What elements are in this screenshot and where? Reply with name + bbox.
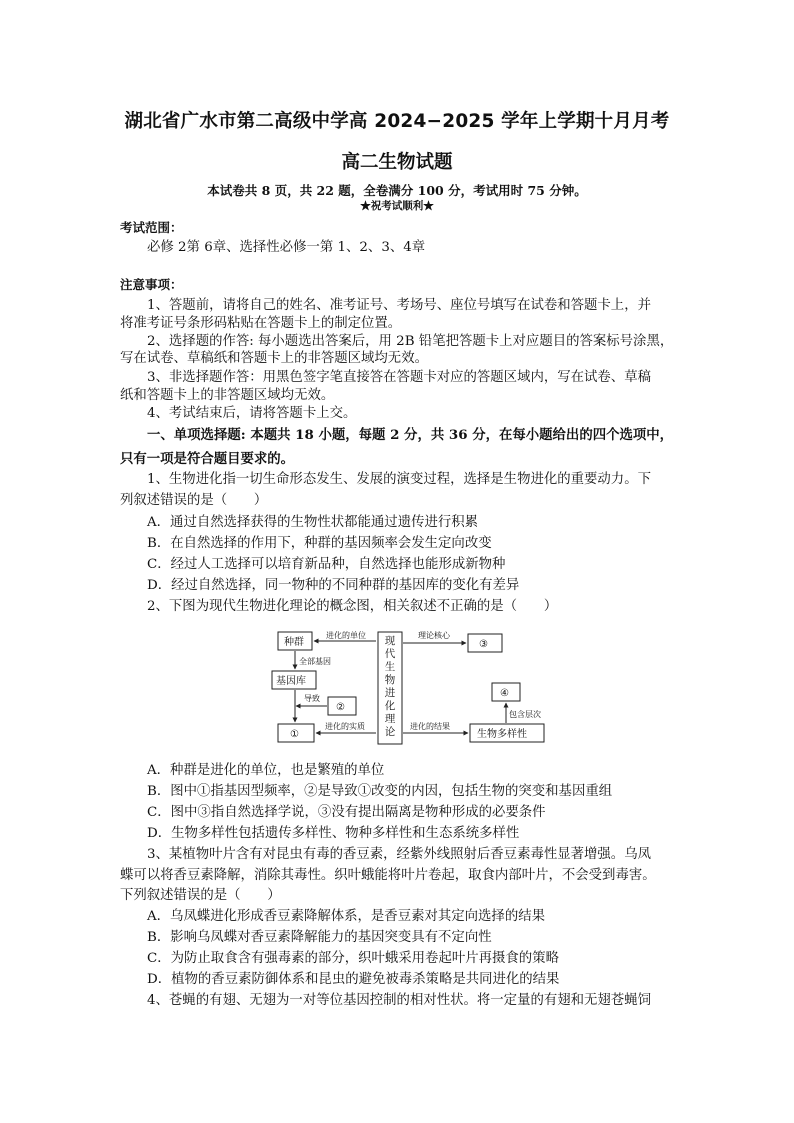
question-3-stem: 3、某植物叶片含有对昆虫有毒的香豆素，经紫外线照射后香豆素毒性显著增强。乌凤 xyxy=(147,847,651,862)
exam-subtitle: 高二生物试题 xyxy=(341,152,453,173)
box-1-label: ① xyxy=(290,729,299,740)
center-char: 代 xyxy=(384,648,396,660)
center-char: 物 xyxy=(384,674,396,686)
evolution-concept-diagram xyxy=(270,628,560,748)
question-3-option-b: B．影响乌凤蝶对香豆素降解能力的基因突变具有不定向性 xyxy=(147,930,492,945)
box-3-label: ③ xyxy=(479,639,488,650)
scope-label: 考试范围： xyxy=(120,220,183,235)
note-line: 1、答题前，请将自己的姓名、准考证号、考场号、座位号填写在试卷和答题卡上，并 xyxy=(147,298,651,313)
edge-label-result: 进化的结果 xyxy=(410,722,450,731)
question-1-stem-cont: 列叙述错误的是（ ） xyxy=(120,493,268,508)
center-char: 进 xyxy=(384,687,396,699)
question-2-option-b: B．图中①指基因型频率，②是导致①改变的内因，包括生物的突变和基因重组 xyxy=(147,784,613,799)
question-1-stem: 1、生物进化指一切生命形态发生、发展的演变过程，选择是生物进化的重要动力。下 xyxy=(147,472,651,487)
question-3-option-a: A．乌凤蝶进化形成香豆素降解体系，是香豆素对其定向选择的结果 xyxy=(147,909,545,924)
question-1-option-d: D．经过自然选择，同一物种的不同种群的基因库的变化有差异 xyxy=(147,578,520,593)
gene-pool-label: 基因库 xyxy=(276,676,306,687)
note-line: 4、考试结束后，请将答题卡上交。 xyxy=(147,406,357,421)
center-char: 理 xyxy=(384,713,396,725)
note-line: 2、选择题的作答: 每小题选出答案后，用 2B 铅笔把答题卡上对应题目的答案标号涂黑， xyxy=(147,334,674,349)
center-char: 论 xyxy=(384,726,396,738)
center-char: 生 xyxy=(384,661,396,673)
edge-label-essence: 进化的实质 xyxy=(325,722,365,731)
question-2-option-a: A．种群是进化的单位，也是繁殖的单位 xyxy=(147,763,385,778)
question-1-option-c: C．经过人工选择可以培育新品种，自然选择也能形成新物种 xyxy=(147,557,506,572)
exam-meta: 本试卷共 8 页，共 22 题，全卷满分 100 分，考试用时 75 分钟。 xyxy=(207,183,587,198)
note-line: 3、非选择题作答：用黑色签字笔直接答在答题卡对应的答题区域内，写在试卷、草稿 xyxy=(147,370,651,385)
box-2-label: ② xyxy=(336,702,345,713)
note-line: 纸和答题卡上的非答题区域均无效。 xyxy=(120,388,335,403)
question-2-option-d: D．生物多样性包括遗传多样性、物种多样性和生态系统多样性 xyxy=(147,826,520,841)
question-3-stem-cont: 蝶可以将香豆素降解，消除其毒性。织叶蛾能将叶片卷起，取食内部叶片，不会受到毒害。 xyxy=(120,868,656,883)
question-3-option-c: C．为防止取食含有强毒素的部分，织叶蛾采用卷起叶片再摄食的策略 xyxy=(147,951,559,966)
question-3-option-d: D．植物的香豆素防御体系和昆虫的避免被毒杀策略是共同进化的结果 xyxy=(147,972,560,987)
question-2-option-c: C．图中③指自然选择学说，③没有提出隔离是物种形成的必要条件 xyxy=(147,805,546,820)
question-3-stem-cont: 下列叙述错误的是（ ） xyxy=(120,888,281,903)
biodiversity-label: 生物多样性 xyxy=(477,729,527,740)
question-1-option-b: B．在自然选择的作用下，种群的基因频率会发生定向改变 xyxy=(147,536,492,551)
section-heading-cont: 只有一项是符合题目要求的。 xyxy=(120,451,295,467)
box-4-label: ④ xyxy=(500,688,509,699)
species-label: 种群 xyxy=(284,637,304,648)
exam-title: 湖北省广水市第二高级中学高 2024−2025 学年上学期十月月考 xyxy=(124,111,670,132)
center-char: 化 xyxy=(384,700,396,712)
edge-label-lead: 导致 xyxy=(304,694,320,703)
good-luck-banner: ★祝考试顺利★ xyxy=(360,200,434,212)
scope-text: 必修 2第 6章、选择性必修一第 1、2、3、4章 xyxy=(147,240,426,255)
edge-label-unit: 进化的单位 xyxy=(326,631,366,640)
edge-label-core: 理论核心 xyxy=(418,631,450,640)
note-line: 将准考证号条形码粘贴在答题卡上的制定位置。 xyxy=(120,316,402,331)
question-1-option-a: A．通过自然选择获得的生物性状都能通过遗传进行积累 xyxy=(147,515,479,530)
question-2-stem: 2、下图为现代生物进化理论的概念图，相关叙述不正确的是（ ） xyxy=(147,599,558,614)
notes-label: 注意事项： xyxy=(120,277,183,292)
note-line: 写在试卷、草稿纸和答题卡上的非答题区域均无效。 xyxy=(120,351,428,366)
edge-label-levels: 包含层次 xyxy=(509,710,541,719)
question-4-stem: 4、苍蝇的有翅、无翅为一对等位基因控制的相对性状。将一定量的有翅和无翅苍蝇饲 xyxy=(147,993,651,1008)
edge-label-all-genes: 全部基因 xyxy=(299,657,331,666)
center-char: 现 xyxy=(384,635,396,647)
section-heading: 一、单项选择题: 本题共 18 小题，每题 2 分，共 36 分，在每小题给出的四个选项中， xyxy=(147,427,674,443)
